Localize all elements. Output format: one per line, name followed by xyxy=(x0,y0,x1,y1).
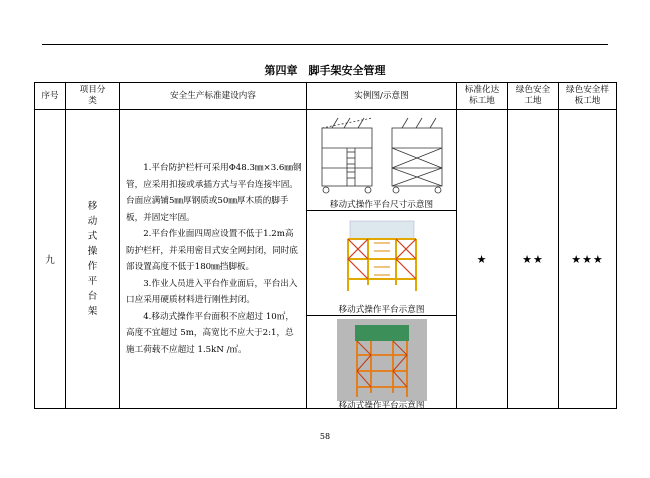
table-row xyxy=(35,110,617,409)
caption-3: 移动式操作平台示意图 xyxy=(338,401,425,411)
row-content xyxy=(120,110,307,409)
header-image: 实例图/示意图 xyxy=(307,83,457,110)
green-model-site-rating: ★★★ xyxy=(559,110,617,409)
chapter-title: 第四章 脚手架安全管理 xyxy=(264,64,386,77)
caption-1: 移动式操作平台尺寸示意图 xyxy=(329,200,434,210)
row-seq: 九 xyxy=(35,110,66,409)
green-site-rating: ★★ xyxy=(508,110,559,409)
content-item-2: 2.平台作业面四周应设置不低于1.2m高防护栏杆，并采用密目式安全网封闭，同时底部设置高度不低于180㎜挡脚板。 xyxy=(126,229,298,272)
caption-2: 移动式操作平台示意图 xyxy=(338,305,425,315)
header-rule xyxy=(42,44,608,45)
image-divider-1 xyxy=(307,210,456,211)
header-standard-site: 标准化达标工地 xyxy=(457,83,508,110)
row-category-text: 移动式操作平台架 xyxy=(87,201,98,317)
standards-table xyxy=(34,82,617,409)
header-content: 安全生产标准建设内容 xyxy=(120,83,307,110)
header-seq: 序号 xyxy=(35,83,66,110)
content-item-3: 3.作业人员进入平台作业面后，平台出入口应采用硬质材料进行刚性封闭。 xyxy=(126,278,298,305)
standard-site-rating: ★ xyxy=(457,110,508,409)
platform-colored-illustration xyxy=(307,213,456,295)
row-images xyxy=(307,110,457,409)
platform-dimension-drawing xyxy=(307,114,456,196)
row-category xyxy=(66,110,120,409)
header-category: 项目分类 xyxy=(66,83,120,110)
content-item-1: 1.平台防护栏杆可采用Φ48.3㎜×3.6㎜钢管，应采用扣接或承插方式与平台连接牢固。台面应满铺5㎜厚钢质或50㎜厚木质的脚手板，并固定牢固。 xyxy=(126,163,302,223)
image-divider-2 xyxy=(307,315,456,316)
header-green-model-site: 绿色安全样板工地 xyxy=(559,83,617,110)
platform-3d-render xyxy=(307,319,456,401)
page-number: 58 xyxy=(319,432,331,441)
table-header-row xyxy=(35,83,617,110)
header-green-site: 绿色安全工地 xyxy=(508,83,559,110)
content-item-4: 4.移动式操作平台面积不应超过 10㎡，高度不宜超过 5m，高宽比不应大于2:1，总施工荷载不应超过 1.5kN /㎡。 xyxy=(126,311,294,355)
